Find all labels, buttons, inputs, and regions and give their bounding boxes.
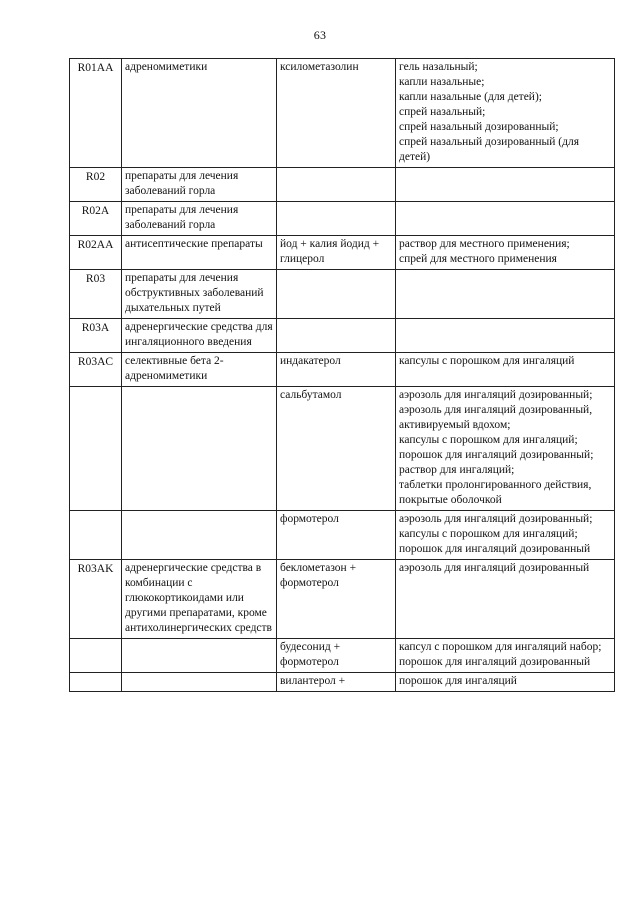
group-cell: антисептические препараты: [122, 236, 277, 270]
atc-code-cell: R01AA: [70, 59, 122, 168]
dosage-forms-cell: капсулы с порошком для ингаляций: [396, 353, 615, 387]
table-row: [70, 353, 615, 387]
table-row: [70, 673, 615, 692]
table-row: [70, 236, 615, 270]
group-cell: [122, 387, 277, 511]
drug-classification-table: [69, 58, 615, 692]
group-cell: адреномиметики: [122, 59, 277, 168]
atc-code-cell: [70, 511, 122, 560]
table-row: [70, 202, 615, 236]
substance-cell: [277, 202, 396, 236]
dosage-forms-cell: капсул с порошком для ингаляций набор; порошок для ингаляций дозированный: [396, 639, 615, 673]
atc-code-cell: R03AK: [70, 560, 122, 639]
atc-code-cell: R02: [70, 168, 122, 202]
dosage-forms-cell: раствор для местного применения; спрей для местного применения: [396, 236, 615, 270]
atc-code-cell: [70, 639, 122, 673]
substance-cell: сальбутамол: [277, 387, 396, 511]
dosage-forms-cell: [396, 319, 615, 353]
atc-code-cell: [70, 387, 122, 511]
table-row: [70, 560, 615, 639]
substance-cell: [277, 319, 396, 353]
substance-cell: будесонид + формотерол: [277, 639, 396, 673]
table-row: [70, 511, 615, 560]
substance-cell: [277, 168, 396, 202]
group-cell: [122, 639, 277, 673]
substance-cell: вилантерол +: [277, 673, 396, 692]
dosage-forms-cell: порошок для ингаляций: [396, 673, 615, 692]
table-row: [70, 387, 615, 511]
substance-cell: йод + калия йодид + глицерол: [277, 236, 396, 270]
atc-code-cell: R03: [70, 270, 122, 319]
atc-code-cell: R02AA: [70, 236, 122, 270]
group-cell: [122, 673, 277, 692]
dosage-forms-cell: [396, 168, 615, 202]
atc-code-cell: R03A: [70, 319, 122, 353]
dosage-forms-cell: аэрозоль для ингаляций дозированный: [396, 560, 615, 639]
substance-cell: формотерол: [277, 511, 396, 560]
substance-cell: беклометазон + формотерол: [277, 560, 396, 639]
group-cell: препараты для лечения заболеваний горла: [122, 202, 277, 236]
atc-code-cell: R02A: [70, 202, 122, 236]
dosage-forms-cell: гель назальный; капли назальные; капли назальные (для детей); спрей назальный; спрей назальный дозированный; спрей назальный дозированный (для детей): [396, 59, 615, 168]
dosage-forms-cell: аэрозоль для ингаляций дозированный; аэрозоль для ингаляций дозированный, активируемый вдохом; капсулы с порошком для ингаляций; порошок для ингаляций дозированный; раствор для ингаляций; таблетки пролонгированного действия, покрытые оболочкой: [396, 387, 615, 511]
group-cell: [122, 511, 277, 560]
table-row: [70, 319, 615, 353]
substance-cell: индакатерол: [277, 353, 396, 387]
table-row: [70, 59, 615, 168]
substance-cell: [277, 270, 396, 319]
group-cell: препараты для лечения обструктивных заболеваний дыхательных путей: [122, 270, 277, 319]
atc-code-cell: R03AC: [70, 353, 122, 387]
substance-cell: ксилометазолин: [277, 59, 396, 168]
group-cell: адренергические средства в комбинации с глюкокортикоидами или другими препаратами, кроме антихолинергических средств: [122, 560, 277, 639]
table-row: [70, 168, 615, 202]
atc-code-cell: [70, 673, 122, 692]
dosage-forms-cell: [396, 202, 615, 236]
group-cell: адренергические средства для ингаляционного введения: [122, 319, 277, 353]
table-row: [70, 639, 615, 673]
table-row: [70, 270, 615, 319]
dosage-forms-cell: аэрозоль для ингаляций дозированный; капсулы с порошком для ингаляций; порошок для ингаляций дозированный: [396, 511, 615, 560]
group-cell: препараты для лечения заболеваний горла: [122, 168, 277, 202]
group-cell: селективные бета 2-адреномиметики: [122, 353, 277, 387]
dosage-forms-cell: [396, 270, 615, 319]
page-number: 63: [313, 28, 327, 42]
